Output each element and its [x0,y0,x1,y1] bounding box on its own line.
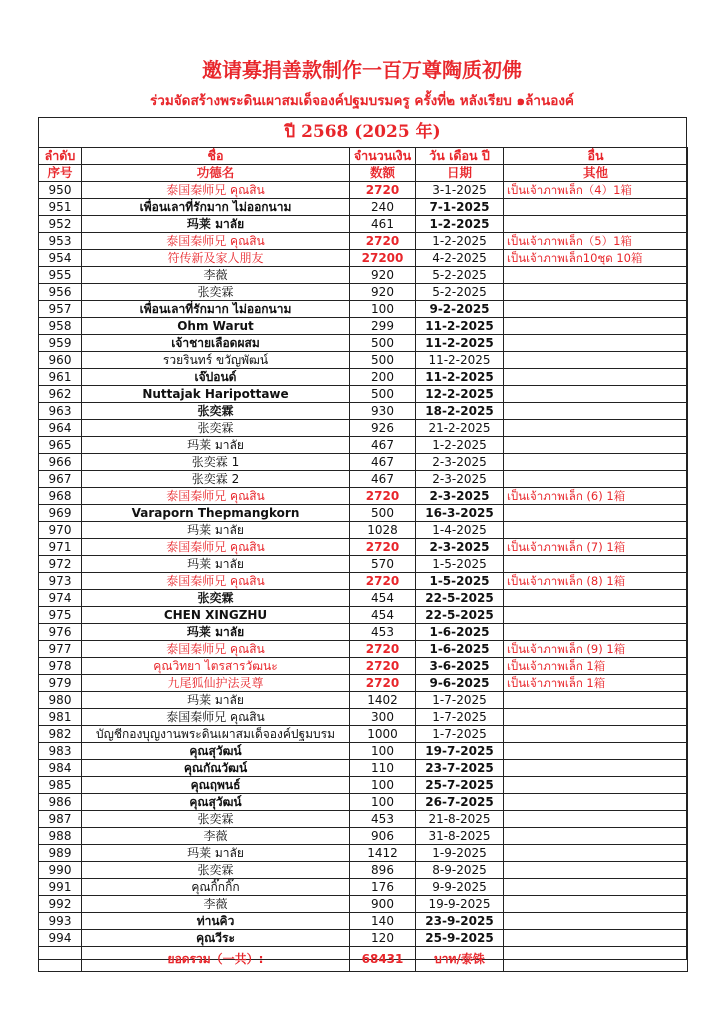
cell-number: 974 [39,590,82,607]
cell-number: 986 [39,794,82,811]
cell-note [504,845,688,862]
total-note-empty [504,947,688,972]
cell-date: 21-2-2025 [416,420,504,437]
cell-name: 张奕霖 [82,284,350,301]
cell-note [504,505,688,522]
cell-note: เป็นเจ้าภาพเล็ก10ชุด 10箱 [504,250,688,267]
cell-date: 5-2-2025 [416,267,504,284]
cell-note [504,879,688,896]
cell-amount: 300 [350,709,416,726]
cell-amount: 454 [350,590,416,607]
cell-number: 981 [39,709,82,726]
cell-number: 960 [39,352,82,369]
cell-number: 980 [39,692,82,709]
cell-date: 1-2-2025 [416,233,504,250]
cell-name: เพื่อนเลาที่รักมาก ไม่ออกนาม [82,199,350,216]
cell-amount: 453 [350,811,416,828]
cell-note [504,403,688,420]
cell-name: เพื่อนเลาที่รักมาก ไม่ออกนาม [82,301,350,318]
cell-date: 19-9-2025 [416,896,504,913]
cell-name: Varaporn Thepmangkorn [82,505,350,522]
cell-date: 22-5-2025 [416,590,504,607]
table-row [39,760,688,777]
cell-note [504,216,688,233]
cell-note: เป็นเจ้าภาพเล็ก（5）1箱 [504,233,688,250]
col-header-date-th: วัน เดือน ปี [416,148,504,165]
cell-date: 1-2-2025 [416,437,504,454]
cell-date: 26-7-2025 [416,794,504,811]
table-row [39,845,688,862]
cell-number: 985 [39,777,82,794]
cell-note [504,437,688,454]
cell-name: 张奕霖 [82,403,350,420]
cell-name: Ohm Warut [82,318,350,335]
cell-number: 959 [39,335,82,352]
cell-number: 966 [39,454,82,471]
table-row [39,879,688,896]
cell-number: 994 [39,930,82,947]
table-row [39,539,688,556]
table-row [39,590,688,607]
cell-number: 951 [39,199,82,216]
cell-amount: 299 [350,318,416,335]
cell-amount: 100 [350,301,416,318]
cell-number: 975 [39,607,82,624]
cell-amount: 500 [350,386,416,403]
cell-note [504,828,688,845]
cell-note [504,811,688,828]
cell-amount: 1000 [350,726,416,743]
cell-amount: 467 [350,454,416,471]
cell-date: 2-3-2025 [416,454,504,471]
cell-amount: 2720 [350,641,416,658]
cell-number: 972 [39,556,82,573]
year-heading: ปี 2568 (2025 年) [284,122,441,142]
cell-name: 泰国秦师兄 คุณสิน [82,182,350,199]
cell-note [504,471,688,488]
table-row [39,675,688,692]
cell-name: 玛莱 มาลัย [82,556,350,573]
cell-date: 11-2-2025 [416,318,504,335]
cell-date: 11-2-2025 [416,335,504,352]
page-title-chinese: 邀请募捐善款制作一百万尊陶质初佛 [202,58,522,82]
cell-date: 2-3-2025 [416,539,504,556]
cell-amount: 896 [350,862,416,879]
table-row [39,318,688,335]
cell-name: 九尾狐仙护法灵尊 [82,675,350,692]
cell-amount: 920 [350,284,416,301]
cell-number: 958 [39,318,82,335]
cell-date: 21-8-2025 [416,811,504,828]
cell-amount: 570 [350,556,416,573]
cell-amount: 500 [350,352,416,369]
cell-note [504,777,688,794]
col-header-number-cn: 序号 [39,165,82,182]
cell-date: 11-2-2025 [416,352,504,369]
table-row [39,250,688,267]
col-header-other-cn: 其他 [504,165,688,182]
cell-note: เป็นเจ้าภาพเล็ก (7) 1箱 [504,539,688,556]
cell-number: 953 [39,233,82,250]
cell-note [504,862,688,879]
cell-date: 9-6-2025 [416,675,504,692]
cell-note [504,556,688,573]
cell-note [504,352,688,369]
cell-note: เป็นเจ้าภาพเล็ก (6) 1箱 [504,488,688,505]
donation-table [38,147,688,972]
cell-amount: 2720 [350,182,416,199]
table-row [39,522,688,539]
cell-name: 泰国秦师兄 คุณสิน [82,573,350,590]
col-header-number-th: ลำดับ [39,148,82,165]
cell-amount: 461 [350,216,416,233]
cell-name: 玛莱 มาลัย [82,624,350,641]
cell-note [504,692,688,709]
cell-name: 张奕霖 [82,590,350,607]
col-header-amount-cn: 数额 [350,165,416,182]
cell-amount: 176 [350,879,416,896]
cell-name: เจ้าชายเลือดผสม [82,335,350,352]
cell-number: 961 [39,369,82,386]
cell-name: Nuttajak Haripottawe [82,386,350,403]
table-row [39,896,688,913]
cell-number: 991 [39,879,82,896]
cell-note [504,420,688,437]
cell-name: 张奕霖 1 [82,454,350,471]
cell-name: คุณฤพนธ์ [82,777,350,794]
cell-amount: 2720 [350,675,416,692]
cell-date: 31-8-2025 [416,828,504,845]
cell-amount: 2720 [350,658,416,675]
table-row [39,505,688,522]
table-row [39,573,688,590]
cell-name: 玛莱 มาลัย [82,522,350,539]
cell-number: 976 [39,624,82,641]
table-row [39,709,688,726]
table-row [39,301,688,318]
cell-date: 23-9-2025 [416,913,504,930]
cell-date: 2-3-2025 [416,488,504,505]
cell-number: 982 [39,726,82,743]
cell-date: 1-7-2025 [416,692,504,709]
cell-name: 张奕霖 [82,420,350,437]
cell-amount: 120 [350,930,416,947]
cell-date: 8-9-2025 [416,862,504,879]
cell-date: 12-2-2025 [416,386,504,403]
cell-number: 979 [39,675,82,692]
cell-amount: 110 [350,760,416,777]
cell-date: 3-1-2025 [416,182,504,199]
cell-amount: 930 [350,403,416,420]
cell-amount: 2720 [350,488,416,505]
cell-amount: 926 [350,420,416,437]
cell-number: 963 [39,403,82,420]
cell-name: 李薇 [82,896,350,913]
cell-amount: 906 [350,828,416,845]
cell-note [504,369,688,386]
table-row [39,913,688,930]
cell-number: 992 [39,896,82,913]
table-row [39,811,688,828]
cell-number: 988 [39,828,82,845]
cell-amount: 1412 [350,845,416,862]
cell-name: เจ๊ปอนด์ [82,369,350,386]
cell-note [504,318,688,335]
cell-name: CHEN XINGZHU [82,607,350,624]
cell-amount: 2720 [350,233,416,250]
cell-number: 962 [39,386,82,403]
cell-note [504,726,688,743]
cell-number: 990 [39,862,82,879]
cell-date: 1-7-2025 [416,726,504,743]
cell-date: 5-2-2025 [416,284,504,301]
cell-number: 950 [39,182,82,199]
cell-name: 李薇 [82,828,350,845]
cell-date: 25-9-2025 [416,930,504,947]
cell-number: 968 [39,488,82,505]
table-row [39,624,688,641]
cell-number: 989 [39,845,82,862]
total-currency: บาท/泰铢 [416,947,504,972]
cell-name: 张奕霖 [82,862,350,879]
total-row [39,947,688,972]
cell-number: 967 [39,471,82,488]
cell-number: 965 [39,437,82,454]
cell-date: 1-6-2025 [416,624,504,641]
table-row [39,335,688,352]
table-row [39,454,688,471]
table-row [39,182,688,199]
cell-note [504,913,688,930]
cell-number: 952 [39,216,82,233]
cell-date: 9-2-2025 [416,301,504,318]
cell-amount: 453 [350,624,416,641]
cell-name: ท่านคิว [82,913,350,930]
cell-name: 玛莱 มาลัย [82,216,350,233]
cell-amount: 500 [350,335,416,352]
cell-note: เป็นเจ้าภาพเล็ก 1箱 [504,675,688,692]
table-row [39,284,688,301]
cell-name: บัญชีกองบุญงานพระดินเผาสมเด็จองค์ปฐมบรม [82,726,350,743]
col-header-other-th: อื่น [504,148,688,165]
cell-number: 973 [39,573,82,590]
cell-date: 11-2-2025 [416,369,504,386]
cell-note [504,199,688,216]
table-row [39,692,688,709]
table-row [39,216,688,233]
cell-amount: 467 [350,471,416,488]
cell-amount: 454 [350,607,416,624]
cell-amount: 100 [350,743,416,760]
cell-name: 玛莱 มาลัย [82,437,350,454]
cell-date: 1-4-2025 [416,522,504,539]
table-row [39,386,688,403]
cell-name: คุณวีระ [82,930,350,947]
cell-date: 23-7-2025 [416,760,504,777]
cell-number: 970 [39,522,82,539]
cell-amount: 27200 [350,250,416,267]
cell-date: 1-2-2025 [416,216,504,233]
cell-number: 954 [39,250,82,267]
table-row [39,726,688,743]
cell-amount: 900 [350,896,416,913]
cell-note [504,794,688,811]
cell-name: 玛莱 มาลัย [82,845,350,862]
cell-note [504,522,688,539]
table-row [39,828,688,845]
cell-date: 1-7-2025 [416,709,504,726]
total-amount: 68431 [350,947,416,972]
cell-note [504,930,688,947]
page-title-thai: ร่วมจัดสร้างพระดินเผาสมเด็จองค์ปฐมบรมครู ครั้งที่๒ หลังเรียบ ๑ล้านองค์ [150,93,574,109]
cell-name: 李薇 [82,267,350,284]
cell-date: 7-1-2025 [416,199,504,216]
table-row [39,777,688,794]
cell-number: 977 [39,641,82,658]
cell-number: 983 [39,743,82,760]
cell-amount: 100 [350,794,416,811]
cell-amount: 467 [350,437,416,454]
cell-date: 19-7-2025 [416,743,504,760]
cell-note: เป็นเจ้าภาพเล็ก 1箱 [504,658,688,675]
cell-note [504,386,688,403]
cell-number: 957 [39,301,82,318]
col-header-date-cn: 日期 [416,165,504,182]
table-row [39,556,688,573]
cell-note [504,896,688,913]
cell-amount: 200 [350,369,416,386]
table-row [39,794,688,811]
table-row [39,743,688,760]
cell-note [504,284,688,301]
cell-number: 978 [39,658,82,675]
cell-note [504,743,688,760]
cell-note [504,590,688,607]
cell-date: 9-9-2025 [416,879,504,896]
cell-note [504,454,688,471]
cell-amount: 100 [350,777,416,794]
cell-name: 泰国秦师兄 คุณสิน [82,488,350,505]
cell-amount: 2720 [350,539,416,556]
cell-note [504,267,688,284]
cell-date: 18-2-2025 [416,403,504,420]
total-label: ยอดรวม（一共）: [82,947,350,972]
cell-date: 2-3-2025 [416,471,504,488]
table-row [39,930,688,947]
cell-name: 张奕霖 2 [82,471,350,488]
cell-date: 1-9-2025 [416,845,504,862]
table-row [39,403,688,420]
cell-date: 1-6-2025 [416,641,504,658]
cell-name: 张奕霖 [82,811,350,828]
cell-note [504,301,688,318]
cell-note [504,709,688,726]
table-header-chinese [39,165,688,182]
cell-name: 泰国秦师兄 คุณสิน [82,641,350,658]
cell-name: คุณวิทยา ไตรสารวัฒนะ [82,658,350,675]
table-row [39,437,688,454]
col-header-name-cn: 功德名 [82,165,350,182]
cell-amount: 240 [350,199,416,216]
cell-note [504,624,688,641]
table-row [39,641,688,658]
cell-name: 符传新及家人朋友 [82,250,350,267]
col-header-name-th: ชื่อ [82,148,350,165]
table-row [39,369,688,386]
table-row [39,607,688,624]
cell-date: 4-2-2025 [416,250,504,267]
cell-name: คุณสุวัฒน์ [82,794,350,811]
cell-number: 987 [39,811,82,828]
cell-number: 984 [39,760,82,777]
table-row [39,233,688,250]
cell-number: 955 [39,267,82,284]
table-row [39,267,688,284]
table-row [39,862,688,879]
cell-name: คุณกัณวัฒน์ [82,760,350,777]
cell-date: 1-5-2025 [416,573,504,590]
cell-date: 25-7-2025 [416,777,504,794]
cell-date: 1-5-2025 [416,556,504,573]
cell-date: 22-5-2025 [416,607,504,624]
cell-date: 16-3-2025 [416,505,504,522]
col-header-amount-th: จำนวนเงิน [350,148,416,165]
cell-amount: 2720 [350,573,416,590]
cell-name: 泰国秦师兄 คุณสิน [82,709,350,726]
cell-amount: 500 [350,505,416,522]
cell-note: เป็นเจ้าภาพเล็ก (8) 1箱 [504,573,688,590]
table-header-thai [39,148,688,165]
cell-number: 971 [39,539,82,556]
cell-note [504,607,688,624]
cell-name: คุณกิ๊กกิ๊ก [82,879,350,896]
cell-number: 993 [39,913,82,930]
cell-name: 泰国秦师兄 คุณสิน [82,539,350,556]
cell-number: 956 [39,284,82,301]
table-row [39,420,688,437]
cell-name: 泰国秦师兄 คุณสิน [82,233,350,250]
cell-amount: 1402 [350,692,416,709]
cell-number: 964 [39,420,82,437]
cell-note: เป็นเจ้าภาพเล็ก (9) 1箱 [504,641,688,658]
cell-amount: 1028 [350,522,416,539]
table-row [39,352,688,369]
cell-note: เป็นเจ้าภาพเล็ก（4）1箱 [504,182,688,199]
cell-date: 3-6-2025 [416,658,504,675]
table-row [39,199,688,216]
cell-number: 969 [39,505,82,522]
cell-name: 玛莱 มาลัย [82,692,350,709]
cell-amount: 140 [350,913,416,930]
cell-name: รวยรินทร์ ขวัญพัฒน์ [82,352,350,369]
total-spacer [39,947,82,972]
cell-note [504,335,688,352]
cell-name: คุณสุวัฒน์ [82,743,350,760]
table-row [39,471,688,488]
table-row [39,488,688,505]
cell-amount: 920 [350,267,416,284]
cell-note [504,760,688,777]
table-row [39,658,688,675]
